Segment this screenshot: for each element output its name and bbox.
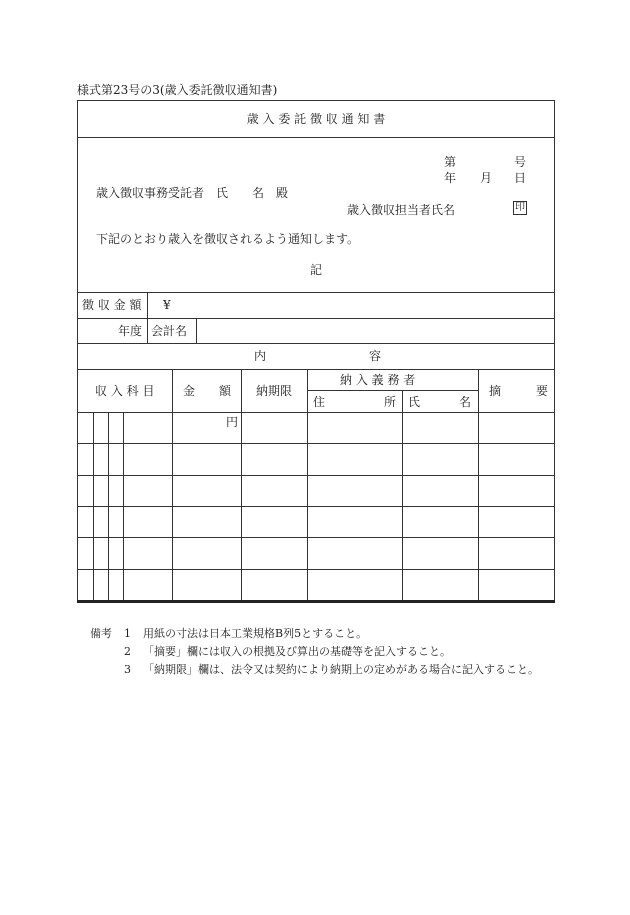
notes-heading: 備考 [90, 627, 112, 640]
form-title: 歳 入 委 託 徴 収 通 知 書 [246, 112, 386, 126]
date-month: 月 [480, 171, 493, 185]
vline-amount [147, 292, 148, 318]
date-year: 年 [444, 171, 457, 185]
col-address-1: 住 [313, 395, 326, 409]
yen-symbol: ¥ [163, 298, 171, 312]
col-name-2: 名 [459, 395, 472, 409]
col-amount: 金 額 [183, 384, 232, 398]
col-summary-1: 摘 [489, 384, 502, 398]
col-obligor: 納 入 義 務 者 [340, 373, 416, 387]
amount-label: 徴 収 金 額 [82, 298, 142, 312]
number-suffix: 号 [514, 155, 527, 169]
note-num-3: 3 [124, 663, 131, 676]
row-line-5 [77, 569, 555, 570]
vline-fiscal-1 [147, 318, 148, 343]
col-name-1: 氏 [408, 395, 421, 409]
divider-contents [77, 369, 555, 370]
divider-fiscal [77, 343, 555, 344]
note-text-3: 「納期限」欄は、法令又は契約により納期上の定めがある場合に記入すること。 [143, 663, 539, 676]
yen-unit: 円 [226, 415, 239, 429]
vline-col-obligor [307, 369, 308, 602]
row-line-3 [77, 506, 555, 507]
officer-name-label: 歳入徴収担当者氏名 [347, 203, 456, 217]
divider-header-block [77, 292, 555, 293]
col-address-2: 所 [384, 395, 397, 409]
divider-table-header [77, 412, 555, 413]
row-line-2 [77, 475, 555, 476]
notice-text: 下記のとおり歳入を徴収されるよう通知します。 [96, 232, 360, 246]
vline-sub-2 [108, 412, 109, 602]
contents-heading-1: 内 [254, 349, 267, 363]
col-summary-2: 要 [536, 384, 549, 398]
row-line-1 [77, 443, 555, 444]
date-day: 日 [514, 171, 527, 185]
bottom-rule [77, 600, 555, 603]
divider-amount [77, 318, 555, 319]
vline-col-amount [172, 369, 173, 602]
vline-sub-1 [93, 412, 94, 602]
note-num-2: 2 [124, 645, 131, 658]
vline-col-deadline [241, 369, 242, 602]
contents-heading-2: 容 [369, 349, 382, 363]
vline-col-name [402, 390, 403, 602]
vline-sub-3 [123, 412, 124, 602]
number-prefix: 第 [444, 155, 457, 169]
fiscal-year-label: 年度 [118, 324, 143, 338]
ki-mark: 記 [309, 263, 322, 277]
note-text-1: 用紙の寸法は日本工業規格B列5とすること。 [143, 627, 368, 640]
seal-mark: 印 [515, 202, 525, 213]
divider-obligor [307, 390, 478, 391]
account-label: 会計名 [151, 324, 188, 338]
vline-col-summary [478, 369, 479, 602]
note-text-2: 「摘要」欄には収入の根拠及び算出の基礎等を記入すること。 [143, 645, 451, 658]
vline-fiscal-2 [196, 318, 197, 343]
note-num-1: 1 [124, 627, 131, 640]
col-deadline: 納期限 [256, 384, 293, 398]
col-revenue-item: 収 入 科 目 [95, 384, 155, 398]
addressee: 歳入徴収事務受託者 氏 名 殿 [96, 186, 289, 200]
divider-title [77, 137, 555, 138]
row-line-4 [77, 537, 555, 538]
form-label: 様式第23号の3(歳入委託徴収通知書) [77, 83, 278, 97]
